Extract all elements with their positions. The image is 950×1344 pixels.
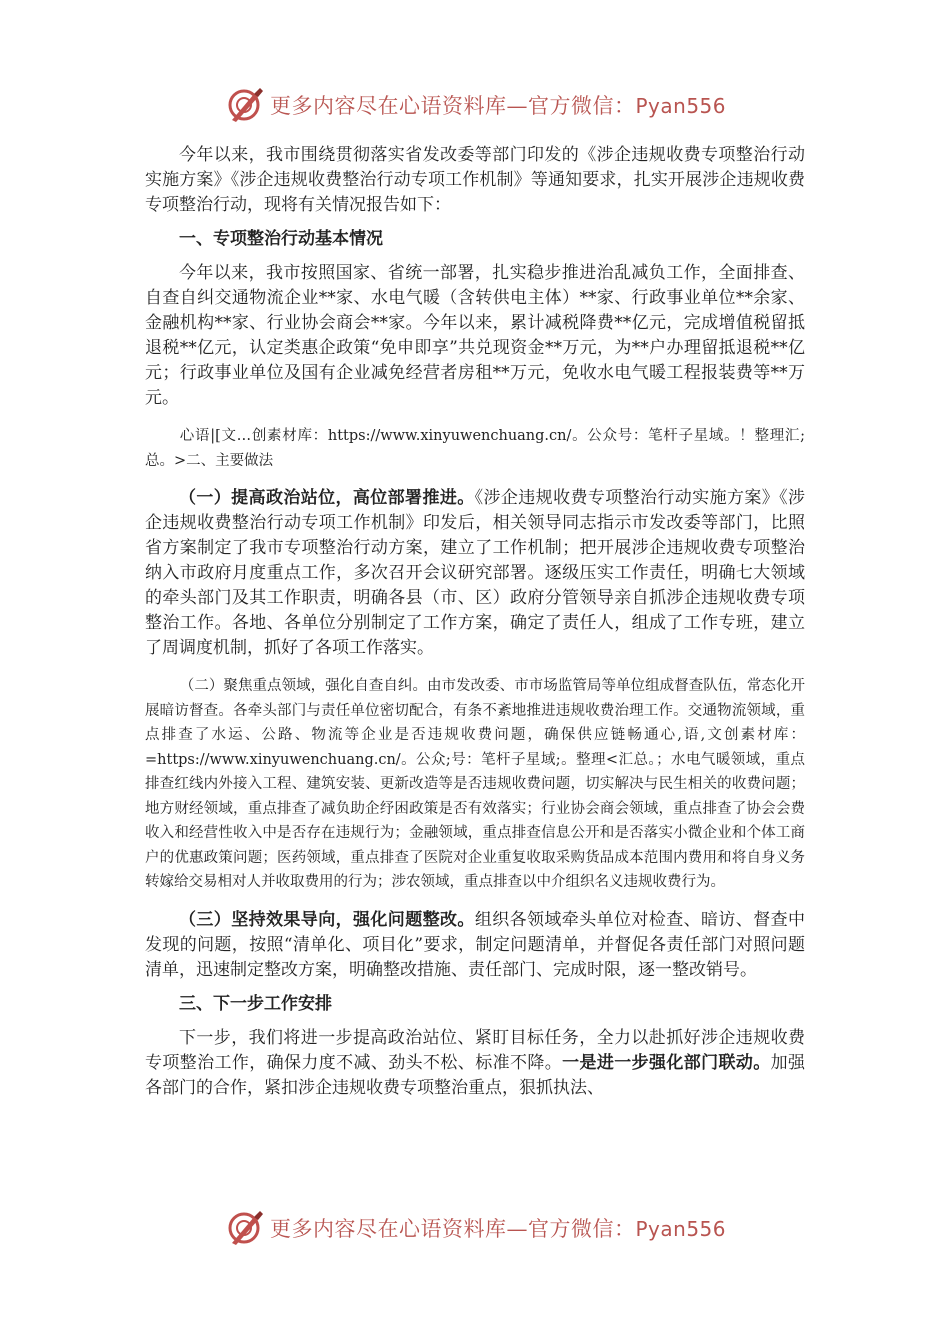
section-heading-1: 一、专项整治行动基本情况 — [179, 229, 383, 249]
subsection-2-paragraph: （二）聚焦重点领域，强化自查自纠。由市发改委、市市场监管局等单位组成督查队伍，常态化开展暗访督查。各牵头部门与责任单位密切配合，有条不紊地推进违规收费治理工作。交通物流领域，重点排查了水运、公路、物流等企业是否违规收费问题，确保供应链畅通心,语,文创素材库：=https://www.xinyuwenchuang.cn/。公众;号：笔杆子星域;。整理<汇总。；水电气暖领域，重点排查红线内外接入工程、建筑安装、更新改造等是否违规收费问题，切实解决与民生相关的收费问题；地方财经领域，重点排查了减负助企纾困政策是否有效落实；行业协会商会领域，重点排查了协会会费收入和经营性收入中是否存在违规行为；金融领域，重点排查信息公开和是否落实小微企业和个体工商户的优惠政策问题；医药领域，重点排查了医院对企业重复收取采购货品成本范围内费用和将自身义务转嫁给交易相对人并收取费用的行为；涉农领域，重点排查以中介组织名义违规收费行为。 — [145, 678, 805, 890]
banner-wechat-id: Pyan556 — [635, 1217, 726, 1241]
footer-banner — [0, 1203, 950, 1253]
banner-promo: 更多内容尽在心语资料库—官方微信： — [269, 1217, 636, 1241]
header-banner — [0, 80, 950, 130]
next-steps-point-1: 一是进一步强化部门联动。 — [562, 1052, 771, 1073]
subsection-3-title: （三）坚持效果导向，强化问题整改。 — [179, 909, 475, 930]
next-steps-paragraph — [145, 1026, 805, 1101]
banner-wechat-id: Pyan556 — [635, 94, 726, 118]
pen-logo-icon — [224, 84, 266, 126]
banner-text — [270, 90, 726, 120]
banner-text — [270, 1213, 726, 1243]
next-steps-intro: 下一步，我们将进一步提高政治站位、紧盯目标任务，全力以赴抓好涉企违规收费专项整治工作，确保力度不减、劲头不松、标准不降。 — [145, 1027, 805, 1073]
watermark-note-paragraph: 心语|[文…创素材库：https://www.xinyuwenchuang.cn/。公众号：笔杆子星域。！整理汇;总。>二、主要做法 — [145, 428, 805, 469]
subsection-1-title: （一）提高政治站位，高位部署推进。 — [179, 488, 475, 508]
subsection-3-paragraph — [145, 908, 805, 983]
banner-promo: 更多内容尽在心语资料库—官方微信： — [269, 94, 636, 118]
document-body — [145, 143, 805, 1101]
paragraph-basic-situation: 今年以来，我市按照国家、省统一部署，扎实稳步推进治乱减负工作，全面排查、自查自纠交通物流企业**家、水电气暖（含转供电主体）**家、行政事业单位**余家、金融机构**家、行业协会商会**家。今年以来，累计减税降费**亿元，完成增值税留抵退税**亿元，认定类惠企政策“免申即享”共兑现资金**万元，为**户办理留抵退税**亿元；行政事业单位及国有企业减免经营者房租**万元，免收水电气暖工程报装费等**万元。 — [145, 263, 805, 408]
intro-paragraph: 今年以来，我市围绕贯彻落实省发改委等部门印发的《涉企违规收费专项整治行动实施方案》《涉企违规收费整治行动专项工作机制》等通知要求，扎实开展涉企违规收费专项整治行动，现将有关情况报告如下： — [145, 145, 805, 215]
section-heading-3: 三、下一步工作安排 — [179, 993, 332, 1014]
subsection-3-body: 组织各领域牵头单位对检查、暗访、督查中发现的问题，按照“清单化、项目化”要求，制定问题清单，并督促各责任部门对照问题清单，迅速制定整改方案，明确整改措施、责任部门、完成时限，逐一整改销号。 — [145, 909, 806, 980]
next-steps-body: 加强各部门的合作，紧扣涉企违规收费专项整治重点，狠抓执法、 — [145, 1052, 806, 1098]
subsection-1-body: 《涉企违规收费专项整治行动实施方案》《涉企违规收费整治行动专项工作机制》印发后，相关领导同志指示市发改委等部门，比照省方案制定了我市专项整治行动方案，建立了工作机制；把开展涉企违规收费专项整治纳入市政府月度重点工作，多次召开会议研究部署。逐级压实工作责任，明确七大领域的牵头部门及其工作职责，明确各县（市、区）政府分管领导亲自抓涉企违规收费专项整治工作。各地、各单位分别制定了工作方案，确定了责任人，组成了工作专班，建立了周调度机制，抓好了各项工作落实。 — [145, 488, 806, 658]
subsection-1-paragraph — [145, 486, 805, 661]
pen-logo-icon — [224, 1207, 266, 1249]
